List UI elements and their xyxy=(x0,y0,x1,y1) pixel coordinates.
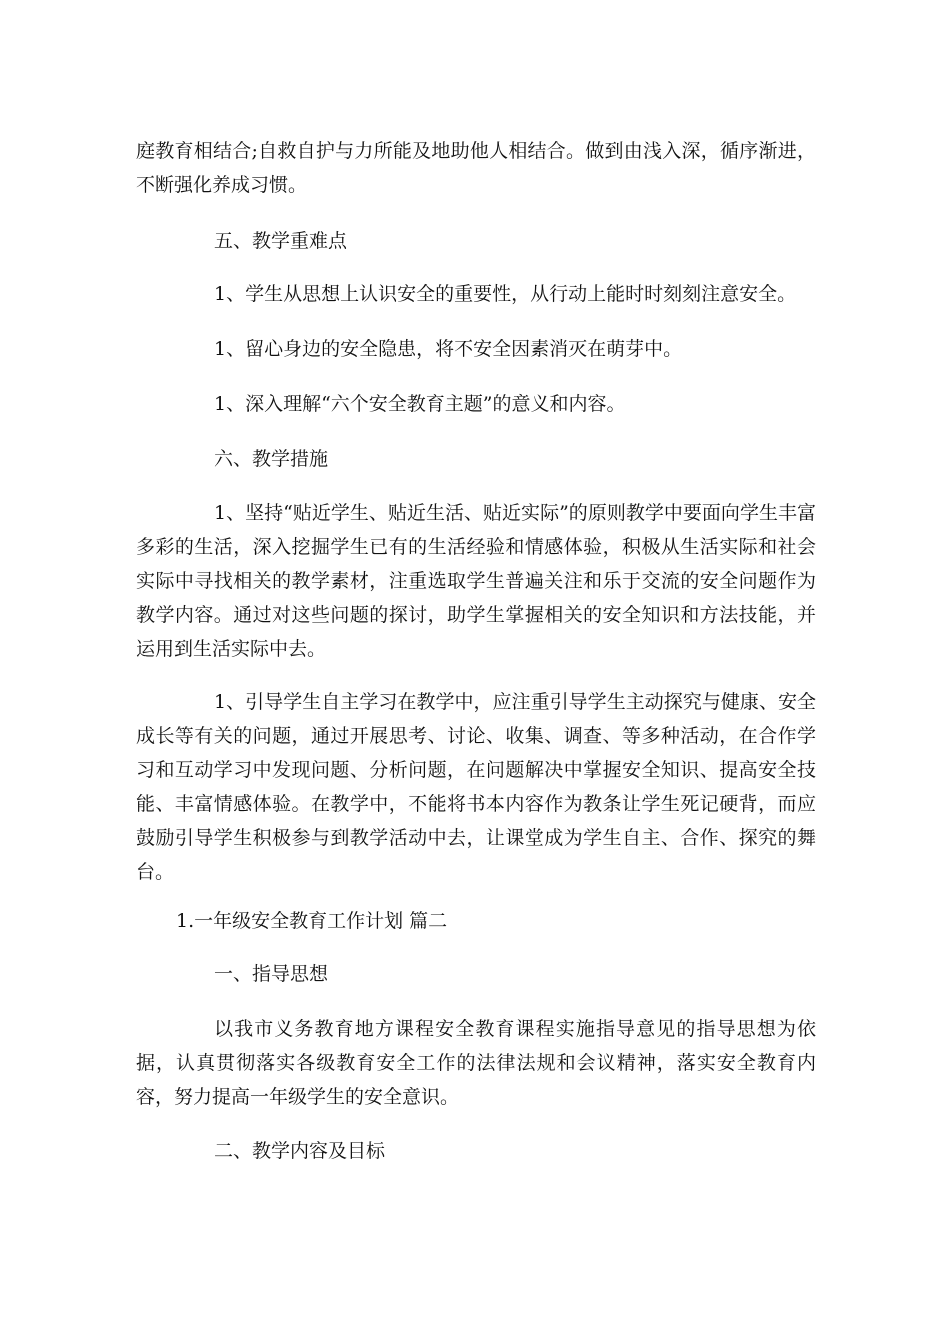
body-paragraph: 1、坚持“贴近学生、贴近生活、贴近实际”的原则教学中要面向学生丰富多彩的生活，深入挖掘学生已有的生活经验和情感体验，积极从生活实际和社会实际中寻找相关的教学素材，注重选取学生普遍关注和乐于交流的安全问题作为教学内容。通过对这些问题的探讨，助学生掌握相关的安全知识和方法技能，并运用到生活实际中去。 xyxy=(136,502,816,660)
section-heading: 五、教学重难点 xyxy=(214,230,348,252)
section-heading: 六、教学措施 xyxy=(214,448,329,470)
body-paragraph: 1、引导学生自主学习在教学中，应注重引导学生主动探究与健康、安全成长等有关的问题，通过开展思考、讨论、收集、调查、等多种活动，在合作学习和互动学习中发现问题、分析问题，在问题解决中掌握安全知识、提高安全技能、丰富情感体验。在教学中，不能将书本内容作为教条让学生死记硬背，而应鼓励引导学生积极参与到教学活动中去，让课堂成为学生自主、合作、探究的舞台。 xyxy=(136,691,816,883)
numbered-title: 1.一年级安全教育工作计划 篇二 xyxy=(176,910,448,932)
section-heading: 一、指导思想 xyxy=(214,963,329,985)
body-paragraph: 以我市义务教育地方课程安全教育课程实施指导意见的指导思想为依据，认真贯彻落实各级教育安全工作的法律法规和会议精神，落实安全教育内容，努力提高一年级学生的安全意识。 xyxy=(136,1018,816,1108)
paragraph-continuation: 庭教育相结合;自救自护与力所能及地助他人相结合。做到由浅入深，循序渐进，不断强化养成习惯。 xyxy=(136,140,816,196)
section-heading: 二、教学内容及目标 xyxy=(214,1140,386,1162)
list-item: 1、留心身边的安全隐患，将不安全因素消灭在萌芽中。 xyxy=(214,338,683,360)
list-item: 1、深入理解“六个安全教育主题”的意义和内容。 xyxy=(214,393,626,415)
list-item: 1、学生从思想上认识安全的重要性，从行动上能时时刻刻注意安全。 xyxy=(214,283,797,305)
